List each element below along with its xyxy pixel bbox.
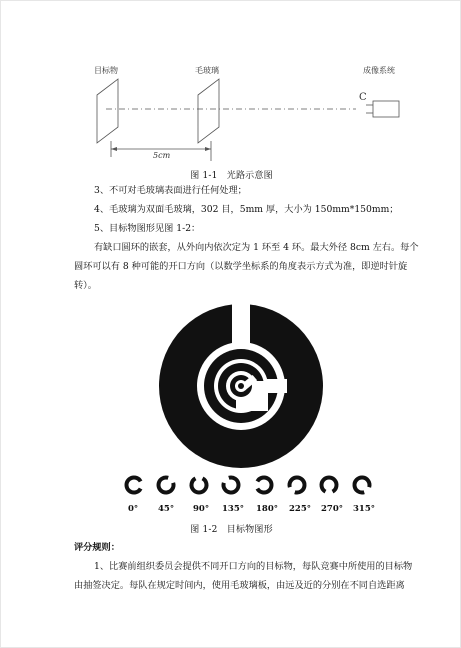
camera-body <box>373 101 399 117</box>
angle-label-90: 90° <box>193 504 210 514</box>
ring-6-open-225 <box>290 478 305 493</box>
angle-label-315: 315° <box>353 504 375 514</box>
distance-label: 5cm <box>153 151 171 160</box>
ring-5-open-180 <box>257 478 271 493</box>
angle-label-45: 45° <box>158 504 175 514</box>
label-glass: 毛玻璃 <box>195 66 219 75</box>
ring-4-open-135 <box>224 478 239 493</box>
desc-line-3: 转）。 <box>74 280 97 291</box>
ring-3-open-90 <box>192 478 207 492</box>
ring-2-open-45 <box>159 478 174 493</box>
opening-direction-rings <box>1 466 461 504</box>
center-dot <box>238 383 244 389</box>
ring-1-open-0 <box>127 478 141 493</box>
label-imaging-system: 成像系统 <box>363 66 395 75</box>
label-target: 目标物 <box>94 66 118 75</box>
glass-plate <box>198 79 219 143</box>
item-5: 5、目标物图形见图 1-2： <box>94 223 201 234</box>
figure1-caption: 图 1-1 光路示意图 <box>190 171 273 181</box>
item-3: 3、不可对毛玻璃表面进行任何处理； <box>94 185 247 196</box>
item-4: 4、毛玻璃为双面毛玻璃，302 目，5mm 厚，大小为 150mm*150mm； <box>94 204 399 215</box>
desc-line-1: 有缺口圆环的嵌套，从外向内依次定为 1 环至 4 环。最大外径 8cm 左右。每个 <box>94 242 419 253</box>
angle-label-0: 0° <box>128 504 139 514</box>
angle-label-270: 270° <box>321 504 343 514</box>
angle-label-225: 225° <box>289 504 311 514</box>
angle-label-180: 180° <box>256 504 278 514</box>
ring-7-open-270 <box>322 478 337 492</box>
rules-line-1: 1、比赛前组织委员会提供不同开口方向的目标物，每队竞赛中所使用的目标物 <box>94 561 413 572</box>
camera-letter: C <box>359 92 367 103</box>
rules-line-2: 由抽签决定。每队在规定时间内，使用毛玻璃板，由远及近的分别在不同自选距离 <box>74 580 405 591</box>
ring-1-gap <box>232 300 250 344</box>
target-graphic <box>151 296 331 476</box>
rules-heading: 评分规则： <box>74 542 120 553</box>
figure2-caption: 图 1-2 目标物图形 <box>190 525 273 535</box>
desc-line-2: 圆环可以有 8 种可能的开口方向（以数学坐标系的角度表示方式为准，即逆时针旋 <box>74 261 408 272</box>
light-path-diagram <box>1 1 461 171</box>
angle-label-135: 135° <box>222 504 244 514</box>
target-plate <box>97 79 118 143</box>
ring-8-open-315 <box>354 478 369 493</box>
